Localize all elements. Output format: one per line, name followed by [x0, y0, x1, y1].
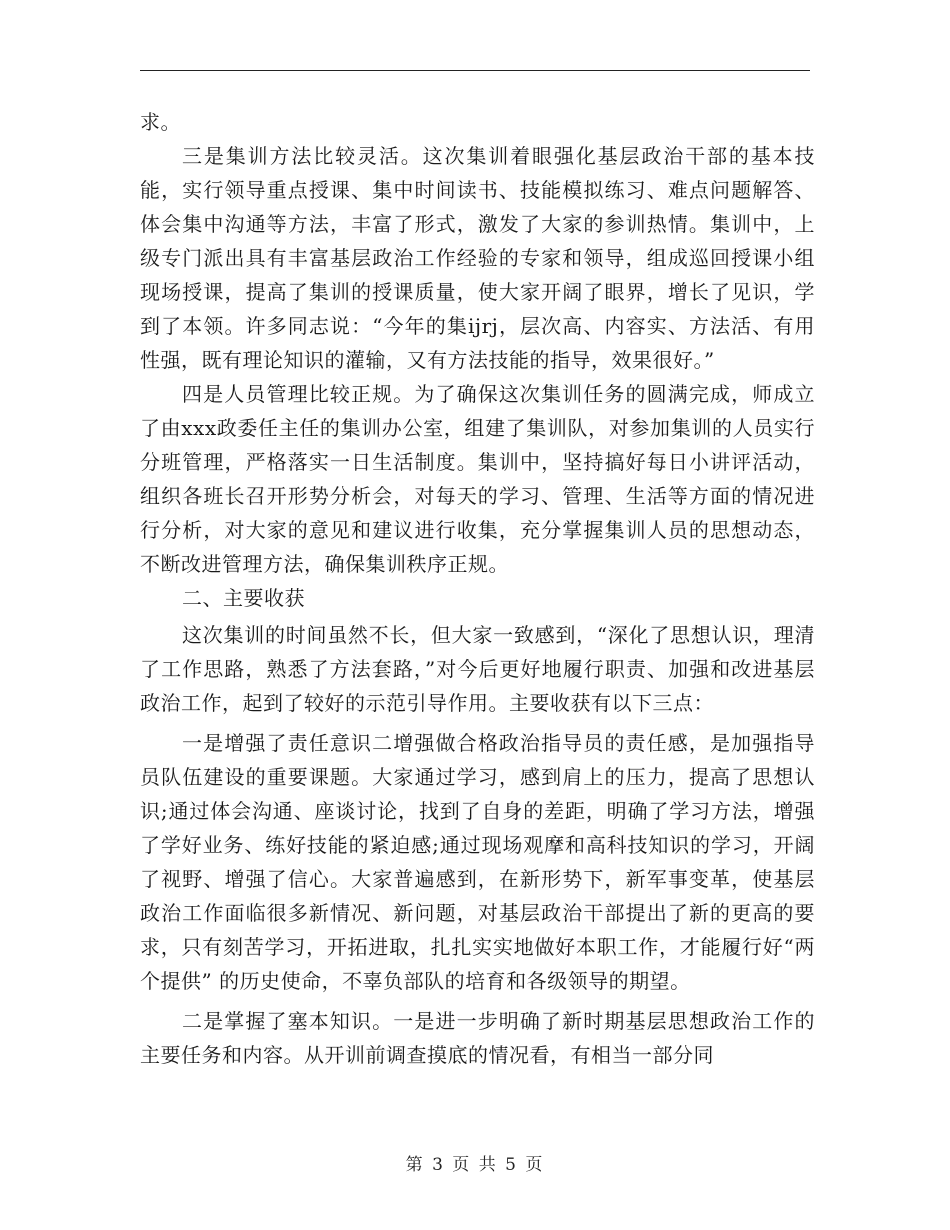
paragraph: 求。 [140, 110, 181, 134]
paragraph: 二是掌握了塞本知识。一是进一步明确了新时期基层思想政治工作的主要任务和内容。从开训前调查摸底的情况看，有相当一部分同 [140, 1009, 815, 1067]
header-rule [140, 70, 810, 71]
document-body [140, 105, 815, 1072]
paragraph: 一是增强了责任意识二增强做合格政治指导员的责任感，是加强指导员队伍建设的重要课题。大家通过学习，感到肩上的压力，提高了思想认识;通过体会沟通、座谈讨论，找到了自身的差距，明确了学习方法，增强了学好业务、练好技能的紧迫感;通过现场观摩和高科技知识的学习，开阔了视野、增强了信心。大家普遍感到，在新形势下，新军事变革，使基层政治工作面临很多新情况、新问题，对基层政治干部提出了新的更高的要求，只有刻苦学习，开拓进取，扎扎实实地做好本职工作，才能履行好“两个提供” 的历史使命，不辜负部队的培育和各级领导的期望。 [140, 731, 815, 993]
section-heading: 二、主要收获 [182, 586, 305, 610]
paragraph: 四是人员管理比较正规。为了确保这次集训任务的圆满完成，师成立了由xxx政委任主任的集训办公室，组建了集训队，对参加集训的人员实行分班管理，严格落实一日生活制度。集训中，坚持搞好每日小讲评活动，组织各班长召开形势分析会，对每天的学习、管理、生活等方面的情况进行分析，对大家的意见和建议进行收集，充分掌握集训人员的思想动态，不断改进管理方法，确保集训秩序正规。 [140, 382, 815, 576]
page-number-footer: 第 3 页 共 5 页 [405, 1155, 545, 1175]
paragraph: 这次集训的时间虽然不长，但大家一致感到，“深化了思想认识，理清了工作思路，熟悉了方法套路，”对今后更好地履行职责、加强和改进基层政治工作，起到了较好的示范引导作用。主要收获有以下三点： [140, 623, 815, 715]
paragraph: 三是集训方法比较灵活。这次集训着眼强化基层政治干部的基本技能，实行领导重点授课、集中时间读书、技能模拟练习、难点问题解答、体会集中沟通等方法，丰富了形式，激发了大家的参训热情。集训中，上级专门派出具有丰富基层政治工作经验的专家和领导，组成巡回授课小组现场授课，提高了集训的授课质量，使大家开阔了眼界，增长了见识，学到了本领。许多同志说：“今年的集ijrj，层次高、内容实、方法活、有用性强，既有理论知识的灌输，又有方法技能的指导，效果很好。” [140, 144, 815, 372]
